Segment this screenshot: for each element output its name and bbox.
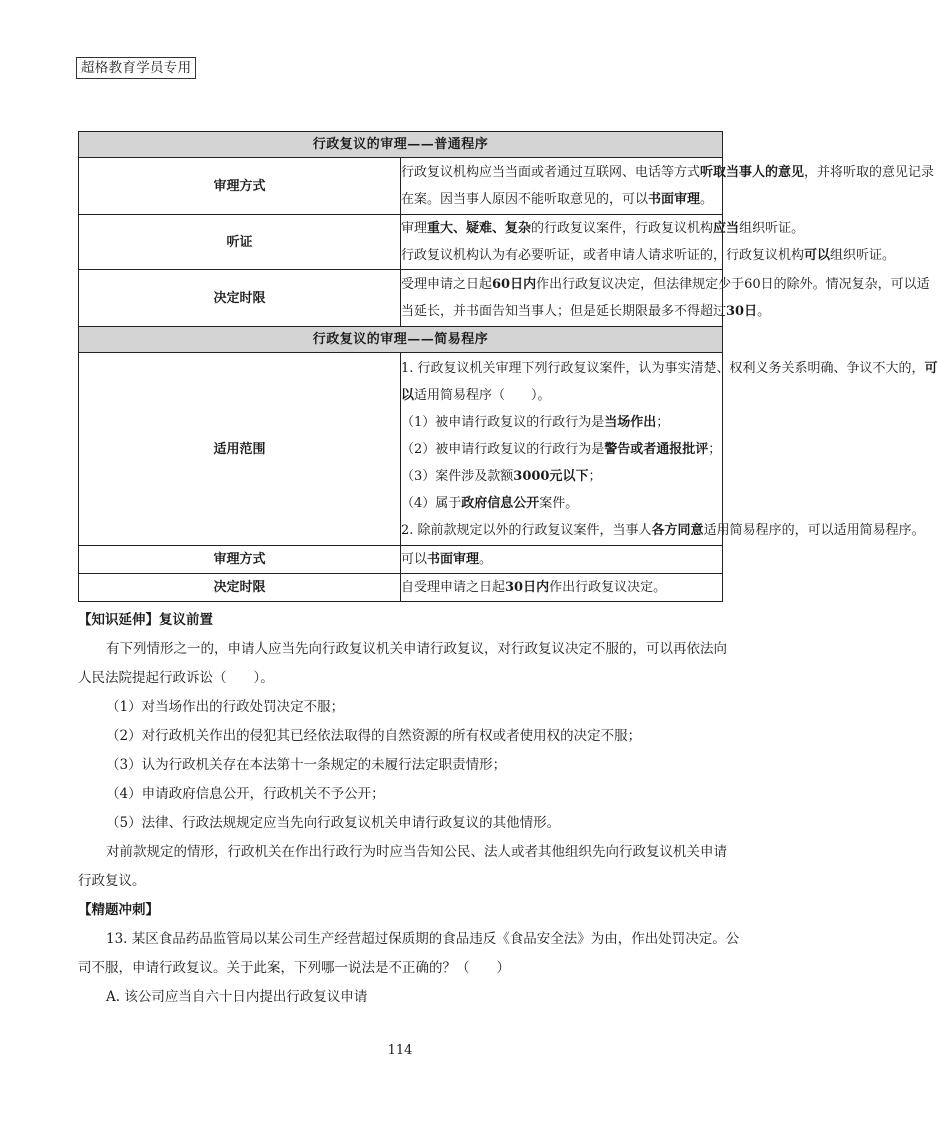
row-label: 决定时限	[79, 574, 401, 602]
paragraph-line: 有下列情形之一的，申请人应当先向行政复议机关申请行政复议，对行政复议决定不服的，可以再依法向	[106, 641, 727, 657]
answer-option-a: A. 该公司应当自六十日内提出行政复议申请	[106, 989, 368, 1005]
sprint-heading: 【精题冲刺】	[78, 902, 159, 918]
row-label: 审理方式	[79, 158, 401, 215]
paragraph-line: 对前款规定的情形，行政机关在作出行政行为时应当告知公民、法人或者其他组织先向行政复议机关申请	[106, 844, 727, 860]
table-row-ordinary-method	[79, 158, 723, 215]
row-content: 自受理申请之日起30日内作出行政复议决定。	[401, 574, 723, 602]
row-label: 听证	[79, 215, 401, 270]
table-row-hearing	[79, 215, 723, 270]
list-item: （4）申请政府信息公开，行政机关不予公开；	[106, 786, 385, 802]
row-label: 审理方式	[79, 546, 401, 574]
row-content: 审理重大、疑难、复杂的行政复议案件，行政复议机构应当组织听证。 行政复议机构认为有必要听证，或者申请人请求听证的，行政复议机构可以组织听证。	[401, 215, 723, 270]
section-header-simple	[79, 327, 723, 353]
table-row-simple-method	[79, 546, 723, 574]
paragraph-line: 人民法院提起行政诉讼（ ）。	[78, 670, 274, 686]
list-item: （1）对当场作出的行政处罚决定不服；	[106, 699, 345, 715]
list-item: （3）认为行政机关存在本法第十一条规定的未履行法定职责情形；	[106, 757, 507, 773]
review-procedure-table	[78, 131, 938, 602]
row-content: 受理申请之日起60日内作出行政复议决定，但法律规定少于60日的除外。情况复杂，可以适 当延长，并书面告知当事人；但是延长期限最多不得超过30日。	[401, 270, 723, 327]
paragraph-line: 行政复议。	[78, 873, 146, 889]
section-header-ordinary	[79, 132, 723, 158]
row-label: 适用范围	[79, 353, 401, 546]
page-number: 114	[387, 1043, 413, 1058]
section-title-ordinary: 行政复议的审理——普通程序	[79, 132, 723, 158]
table-row-simple-time	[79, 574, 723, 602]
row-content: 行政复议机构应当当面或者通过互联网、电话等方式听取当事人的意见，并将听取的意见记录 在案。因当事人原因不能听取意见的，可以书面审理。	[401, 158, 723, 215]
question-line: 司不服，申请行政复议。关于此案，下列哪一说法是不正确的？（ ）	[78, 960, 510, 976]
table-row-ordinary-time	[79, 270, 723, 327]
header-tag: 超格教育学员专用	[76, 57, 196, 79]
list-item: （2）对行政机关作出的侵犯其已经依法取得的自然资源的所有权或者使用权的决定不服；	[106, 728, 642, 744]
row-content: 可以书面审理。	[401, 546, 723, 574]
section-title-simple: 行政复议的审理——简易程序	[79, 327, 723, 353]
row-label: 决定时限	[79, 270, 401, 327]
knowledge-heading: 【知识延伸】复议前置	[78, 612, 213, 628]
list-item: （5）法律、行政法规规定应当先向行政复议机关申请行政复议的其他情形。	[106, 815, 561, 831]
table-row-scope	[79, 353, 723, 546]
row-content: 1. 行政复议机关审理下列行政复议案件，认为事实清楚、权利义务关系明确、争议不大的，可 以适用简易程序（ ）。 （1）被申请行政复议的行政行为是当场作出； （2）被申请行政复议的行政行为是警告或者通报批评； （3）案件涉及款额3000元以下； （4）属于政府信息公开案件。 2. 除前款规定以外的行政复议案件，当事人各方同意适用简易程序的，可以适用简易程序。	[401, 353, 723, 546]
question-line: 13. 某区食品药品监管局以某公司生产经营超过保质期的食品违反《食品安全法》为由，作出处罚决定。公	[106, 931, 740, 947]
